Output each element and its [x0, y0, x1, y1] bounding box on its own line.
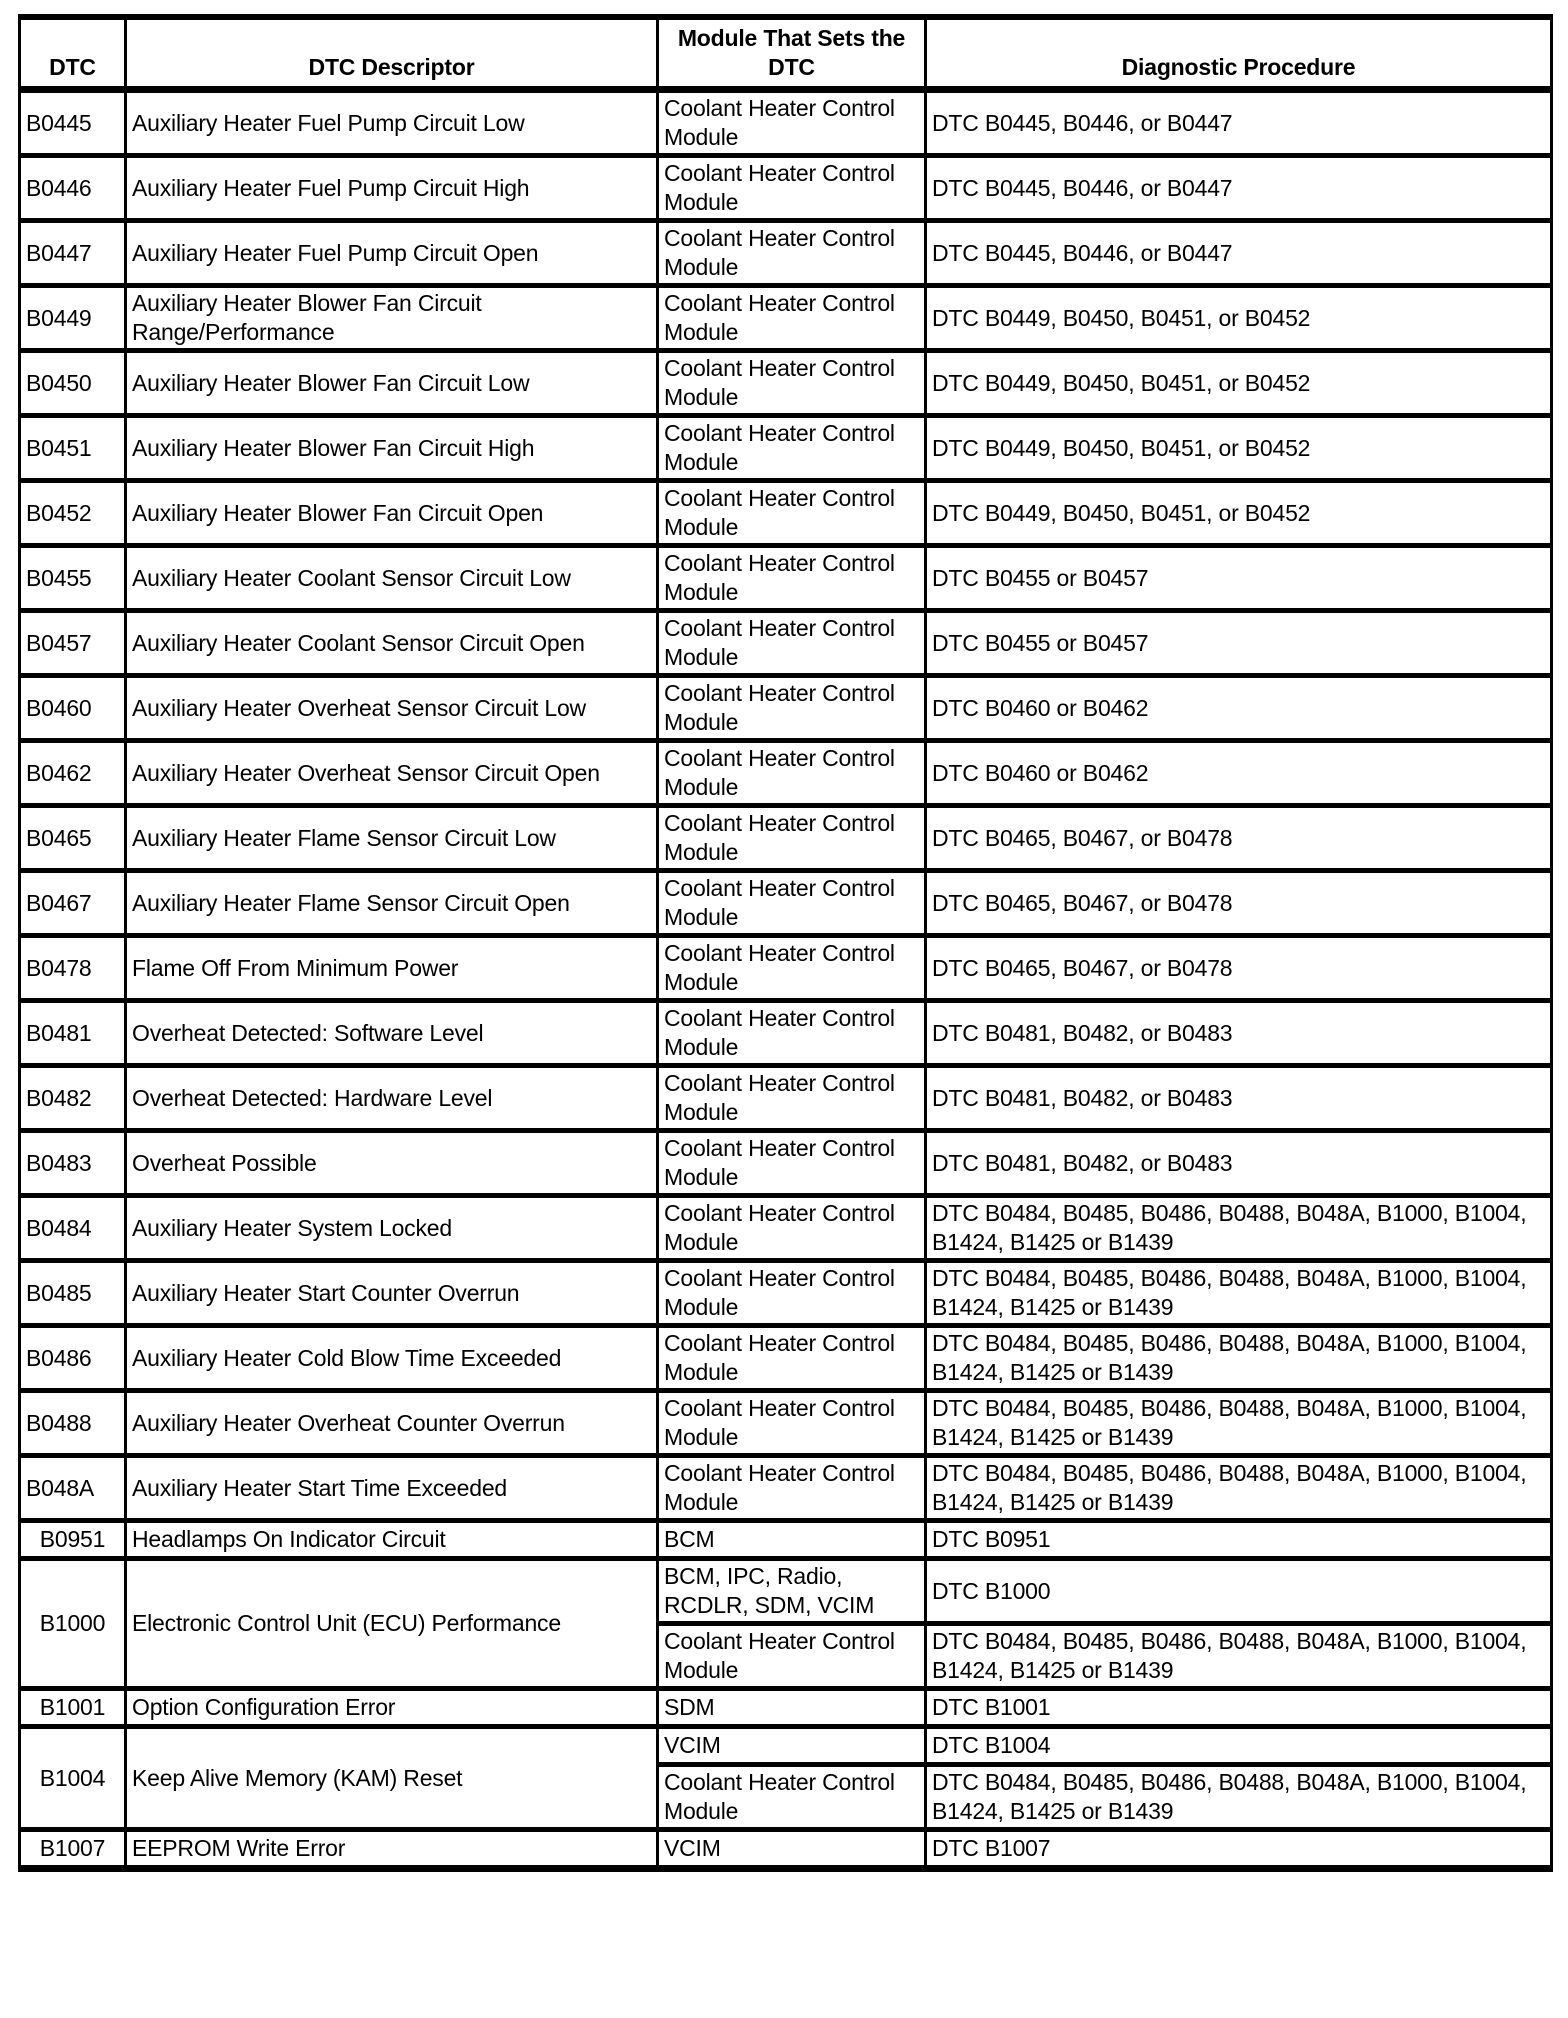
table-row [20, 1456, 1552, 1521]
dtc-code: B0485 [20, 1261, 126, 1326]
table-row [20, 1066, 1552, 1131]
table-row [20, 611, 1552, 676]
diagnostic-procedure-link[interactable]: DTC B0445, B0446, or B0447 [926, 90, 1552, 156]
dtc-descriptor: Overheat Possible [126, 1131, 658, 1196]
dtc-code: B0462 [20, 741, 126, 806]
table-row [20, 1261, 1552, 1326]
setting-module: Coolant Heater Control Module [658, 1131, 926, 1196]
dtc-code: B0460 [20, 676, 126, 741]
dtc-code: B048A [20, 1456, 126, 1521]
dtc-descriptor: Auxiliary Heater System Locked [126, 1196, 658, 1261]
dtc-descriptor: Auxiliary Heater Fuel Pump Circuit High [126, 156, 658, 221]
dtc-code: B0447 [20, 221, 126, 286]
setting-module: Coolant Heater Control Module [658, 1624, 926, 1689]
dtc-descriptor: Auxiliary Heater Coolant Sensor Circuit Low [126, 546, 658, 611]
diagnostic-procedure-link[interactable]: DTC B0484, B0485, B0486, B0488, B048A, B1000, B1004, B1424, B1425 or B1439 [926, 1261, 1552, 1326]
header-row [20, 17, 1552, 90]
dtc-code: B0450 [20, 351, 126, 416]
table-row [20, 741, 1552, 806]
dtc-code: B1001 [20, 1689, 126, 1727]
dtc-code: B1004 [20, 1727, 126, 1830]
dtc-descriptor: Auxiliary Heater Fuel Pump Circuit Low [126, 90, 658, 156]
dtc-descriptor: Auxiliary Heater Cold Blow Time Exceeded [126, 1326, 658, 1391]
setting-module: Coolant Heater Control Module [658, 286, 926, 351]
setting-module: Coolant Heater Control Module [658, 1765, 926, 1830]
diagnostic-procedure-link[interactable]: DTC B0484, B0485, B0486, B0488, B048A, B1000, B1004, B1424, B1425 or B1439 [926, 1624, 1552, 1689]
dtc-code: B0951 [20, 1521, 126, 1559]
setting-module: Coolant Heater Control Module [658, 1391, 926, 1456]
diagnostic-procedure-link[interactable]: DTC B1007 [926, 1830, 1552, 1869]
table-row [20, 1727, 1552, 1765]
setting-module: Coolant Heater Control Module [658, 611, 926, 676]
dtc-descriptor: Auxiliary Heater Start Time Exceeded [126, 1456, 658, 1521]
dtc-descriptor: EEPROM Write Error [126, 1830, 658, 1869]
diagnostic-procedure-link[interactable]: DTC B0484, B0485, B0486, B0488, B048A, B1000, B1004, B1424, B1425 or B1439 [926, 1765, 1552, 1830]
table-row [20, 351, 1552, 416]
setting-module: Coolant Heater Control Module [658, 1326, 926, 1391]
table-row [20, 871, 1552, 936]
header-descriptor: DTC Descriptor [126, 17, 658, 90]
diagnostic-procedure-link[interactable]: DTC B0449, B0450, B0451, or B0452 [926, 286, 1552, 351]
table-row [20, 1001, 1552, 1066]
setting-module: Coolant Heater Control Module [658, 416, 926, 481]
setting-module: Coolant Heater Control Module [658, 1261, 926, 1326]
table-row [20, 546, 1552, 611]
table-row [20, 90, 1552, 156]
dtc-descriptor: Auxiliary Heater Blower Fan Circuit Open [126, 481, 658, 546]
dtc-descriptor: Auxiliary Heater Coolant Sensor Circuit Open [126, 611, 658, 676]
dtc-code: B0481 [20, 1001, 126, 1066]
dtc-descriptor: Overheat Detected: Hardware Level [126, 1066, 658, 1131]
table-row [20, 1830, 1552, 1869]
setting-module: Coolant Heater Control Module [658, 871, 926, 936]
diagnostic-procedure-link[interactable]: DTC B0455 or B0457 [926, 611, 1552, 676]
dtc-code: B0455 [20, 546, 126, 611]
header-procedure: Diagnostic Procedure [926, 17, 1552, 90]
diagnostic-procedure-link[interactable]: DTC B0951 [926, 1521, 1552, 1559]
dtc-descriptor: Auxiliary Heater Blower Fan Circuit Range/Performance [126, 286, 658, 351]
diagnostic-procedure-link[interactable]: DTC B0465, B0467, or B0478 [926, 871, 1552, 936]
dtc-descriptor: Auxiliary Heater Flame Sensor Circuit Open [126, 871, 658, 936]
dtc-code: B0467 [20, 871, 126, 936]
table-row [20, 1196, 1552, 1261]
diagnostic-procedure-link[interactable]: DTC B0484, B0485, B0486, B0488, B048A, B1000, B1004, B1424, B1425 or B1439 [926, 1196, 1552, 1261]
diagnostic-procedure-link[interactable]: DTC B0445, B0446, or B0447 [926, 156, 1552, 221]
header-module: Module That Sets the DTC [658, 17, 926, 90]
dtc-code: B0483 [20, 1131, 126, 1196]
diagnostic-procedure-link[interactable]: DTC B0465, B0467, or B0478 [926, 806, 1552, 871]
dtc-descriptor: Overheat Detected: Software Level [126, 1001, 658, 1066]
table-row [20, 156, 1552, 221]
dtc-descriptor: Auxiliary Heater Overheat Counter Overrun [126, 1391, 658, 1456]
dtc-descriptor: Auxiliary Heater Blower Fan Circuit High [126, 416, 658, 481]
setting-module: Coolant Heater Control Module [658, 1456, 926, 1521]
dtc-code: B0457 [20, 611, 126, 676]
setting-module: BCM [658, 1521, 926, 1559]
diagnostic-procedure-link[interactable]: DTC B0484, B0485, B0486, B0488, B048A, B1000, B1004, B1424, B1425 or B1439 [926, 1326, 1552, 1391]
dtc-code: B0446 [20, 156, 126, 221]
table-row [20, 1521, 1552, 1559]
table-row [20, 481, 1552, 546]
dtc-descriptor: Auxiliary Heater Start Counter Overrun [126, 1261, 658, 1326]
table-row [20, 1559, 1552, 1624]
table-row [20, 416, 1552, 481]
table-row [20, 936, 1552, 1001]
diagnostic-procedure-link[interactable]: DTC B0449, B0450, B0451, or B0452 [926, 416, 1552, 481]
diagnostic-procedure-link[interactable]: DTC B0481, B0482, or B0483 [926, 1001, 1552, 1066]
dtc-descriptor: Auxiliary Heater Overheat Sensor Circuit Low [126, 676, 658, 741]
table-row [20, 286, 1552, 351]
table-row [20, 1391, 1552, 1456]
dtc-table-container [18, 14, 1550, 1872]
table-row [20, 676, 1552, 741]
diagnostic-procedure-link[interactable]: DTC B0484, B0485, B0486, B0488, B048A, B1000, B1004, B1424, B1425 or B1439 [926, 1391, 1552, 1456]
diagnostic-procedure-link[interactable]: DTC B1004 [926, 1727, 1552, 1765]
dtc-code: B0478 [20, 936, 126, 1001]
setting-module: VCIM [658, 1727, 926, 1765]
table-body [20, 90, 1552, 1869]
dtc-descriptor: Keep Alive Memory (KAM) Reset [126, 1727, 658, 1830]
dtc-descriptor: Auxiliary Heater Overheat Sensor Circuit Open [126, 741, 658, 806]
diagnostic-procedure-link[interactable]: DTC B0481, B0482, or B0483 [926, 1131, 1552, 1196]
setting-module: Coolant Heater Control Module [658, 221, 926, 286]
setting-module: Coolant Heater Control Module [658, 1196, 926, 1261]
diagnostic-procedure-link[interactable]: DTC B0449, B0450, B0451, or B0452 [926, 351, 1552, 416]
dtc-code: B0445 [20, 90, 126, 156]
setting-module: Coolant Heater Control Module [658, 156, 926, 221]
dtc-descriptor: Headlamps On Indicator Circuit [126, 1521, 658, 1559]
dtc-code: B0486 [20, 1326, 126, 1391]
table-row [20, 1131, 1552, 1196]
diagnostic-procedure-link[interactable]: DTC B0465, B0467, or B0478 [926, 936, 1552, 1001]
dtc-descriptor: Auxiliary Heater Flame Sensor Circuit Low [126, 806, 658, 871]
setting-module: Coolant Heater Control Module [658, 676, 926, 741]
table-row [20, 806, 1552, 871]
diagnostic-procedure-link[interactable]: DTC B1001 [926, 1689, 1552, 1727]
setting-module: Coolant Heater Control Module [658, 1066, 926, 1131]
diagnostic-procedure-link[interactable]: DTC B0455 or B0457 [926, 546, 1552, 611]
diagnostic-procedure-link[interactable]: DTC B0460 or B0462 [926, 676, 1552, 741]
setting-module: Coolant Heater Control Module [658, 741, 926, 806]
diagnostic-procedure-link[interactable]: DTC B1000 [926, 1559, 1552, 1624]
setting-module: Coolant Heater Control Module [658, 546, 926, 611]
header-dtc: DTC [20, 17, 126, 90]
diagnostic-procedure-link[interactable]: DTC B0484, B0485, B0486, B0488, B048A, B1000, B1004, B1424, B1425 or B1439 [926, 1456, 1552, 1521]
setting-module: Coolant Heater Control Module [658, 481, 926, 546]
setting-module: Coolant Heater Control Module [658, 1001, 926, 1066]
diagnostic-procedure-link[interactable]: DTC B0449, B0450, B0451, or B0452 [926, 481, 1552, 546]
setting-module: VCIM [658, 1830, 926, 1869]
table-row [20, 221, 1552, 286]
diagnostic-procedure-link[interactable]: DTC B0460 or B0462 [926, 741, 1552, 806]
dtc-code: B0451 [20, 416, 126, 481]
dtc-descriptor: Auxiliary Heater Blower Fan Circuit Low [126, 351, 658, 416]
dtc-code: B0482 [20, 1066, 126, 1131]
setting-module: Coolant Heater Control Module [658, 936, 926, 1001]
dtc-code: B0484 [20, 1196, 126, 1261]
setting-module: SDM [658, 1689, 926, 1727]
setting-module: Coolant Heater Control Module [658, 806, 926, 871]
diagnostic-procedure-link[interactable]: DTC B0481, B0482, or B0483 [926, 1066, 1552, 1131]
dtc-code: B0488 [20, 1391, 126, 1456]
dtc-descriptor: Auxiliary Heater Fuel Pump Circuit Open [126, 221, 658, 286]
dtc-code: B1000 [20, 1559, 126, 1689]
dtc-descriptor: Electronic Control Unit (ECU) Performance [126, 1559, 658, 1689]
table-row [20, 1689, 1552, 1727]
dtc-descriptor: Option Configuration Error [126, 1689, 658, 1727]
dtc-code: B0449 [20, 286, 126, 351]
setting-module: Coolant Heater Control Module [658, 351, 926, 416]
setting-module: Coolant Heater Control Module [658, 90, 926, 156]
table-row [20, 1326, 1552, 1391]
setting-module: BCM, IPC, Radio, RCDLR, SDM, VCIM [658, 1559, 926, 1624]
diagnostic-procedure-link[interactable]: DTC B0445, B0446, or B0447 [926, 221, 1552, 286]
dtc-code: B1007 [20, 1830, 126, 1869]
dtc-descriptor: Flame Off From Minimum Power [126, 936, 658, 1001]
dtc-code: B0465 [20, 806, 126, 871]
dtc-table [18, 14, 1553, 1872]
dtc-code: B0452 [20, 481, 126, 546]
